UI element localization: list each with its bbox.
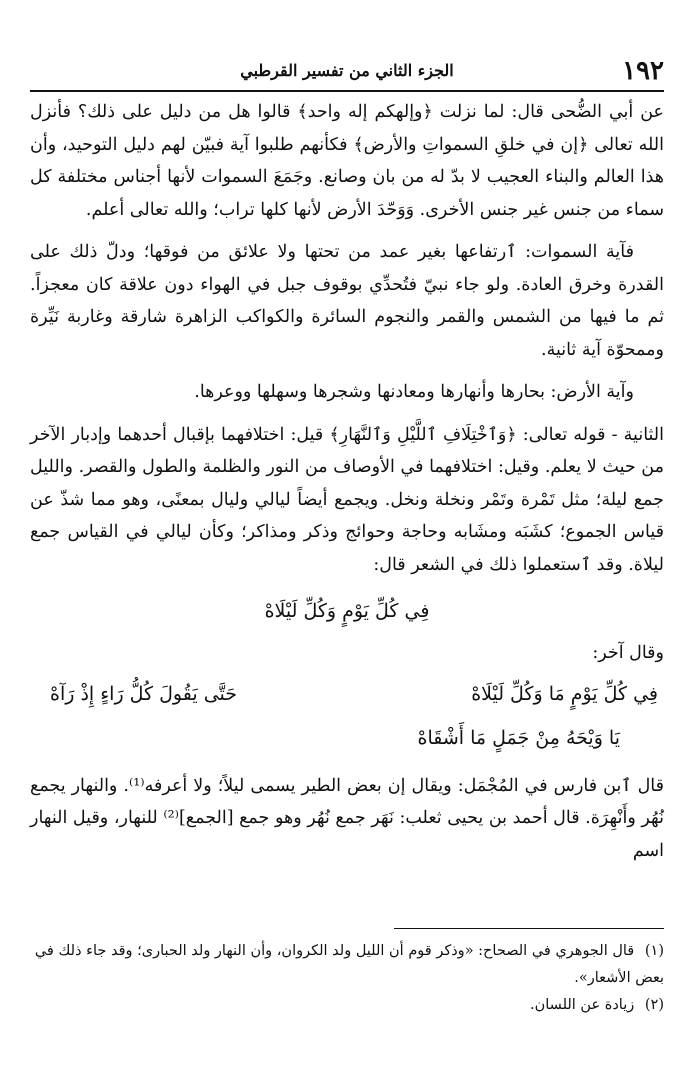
footnotes (30, 938, 664, 1019)
paragraph-4: الثانية - قوله تعالى: ﴿وَٱخْتِلَافِ ٱللَّيْلِ وَٱلنَّهَارِ﴾ قيل: اختلافهما بإقبال أحدهما وإدبار الآخر من حيث لا يعلم. وقيل: اختلافهما في الأوصاف من النور والظلمة والطول والقصر. والليل جمع ليلة؛ مثل تَمْرة وتَمْر ونخلة ونخل. ويجمع أيضاً ليالي وليال بمعنًى، وهو مما شذّ عن قياس الجموع؛ كشَبَه ومشَابه وحاجة وحوائج وذكر ومذاكر؛ وكأن ليالي في القياس جمع ليلاة. وقد ٱستعملوا ذلك في الشعر قال: (30, 424, 664, 575)
verse-2 (30, 672, 664, 716)
verse-2-first-hemistich: فِي كُلِّ يَوْمٍ مَا وَكُلِّ لَيْلَاهْ (471, 682, 658, 705)
paragraph-2: فآية السموات: ٱرتفاعها بغير عمد من تحتها ولا علائق من فوقها؛ ودلّ ذلك على القدرة وخرق العادة. ولو جاء نبيّ فتُحدِّي بوقوف جبل في الهواء دون علاقة كان معجزاً. ثم ما فيها من الشمس والقمر والنجوم السائرة والكواكب الزاهرة شارقة وغاربة نَيِّرة وممحوّة آية ثانية. (30, 242, 664, 360)
page-number: ١٩٢ (622, 56, 664, 86)
footnote-divider (394, 928, 664, 929)
verse-1: فِي كُلِّ يَوْمٍ وَكُلِّ لَيْلَاهْ (264, 600, 430, 622)
footnote-1-text: قال الجوهري في الصحاح: «وذكر قوم أن الليل ولد الكروان، وأن النهار ولد الحبارى؛ وقد جاء ذلك في بعض الأشعار». (34, 943, 664, 986)
footnote-1 (30, 938, 664, 992)
paragraph-3: وآية الأرض: بحارها وأنهارها ومعادنها وشجرها وسهلها ووعرها. (194, 382, 634, 402)
verse-3: يَا وَيْحَهُ مِنْ جَمَلٍ مَا أَشْقَاهْ (417, 726, 620, 749)
paragraph-1: عن أبي الضُّحى قال: لما نزلت ﴿وإلهكم إله واحد﴾ قالوا هل من دليل على ذلك؟ فأنزل الله تعالى ﴿إن في خلقِ السمواتِ والأرض﴾ فكأنهم طلبوا آية فبيّن لهم دليل التوحيد، وأن هذا العالم والبناء العجيب لا بدّ له من بان وصانع. وجَمَعَ السموات لأنها أجناس مختلفة كل سماء من جنس غير جنس الأخرى. وَوَحّدَ الأرض لأنها كلها تراب؛ والله تعالى أعلم. (30, 102, 664, 220)
footnote-2-number: (٢) (644, 997, 664, 1013)
paragraph-6: قال ٱبن فارس في المُجْمَل: ويقال إن بعض الطير يسمى ليلاً؛ ولا أعرفه⁽¹⁾. والنهار يجمع نُهُر وأَنْهِرَة. قال أحمد بن يحيى ثعلب: نَهَر جمع نُهُر وهو جمع [الجمع]⁽²⁾ للنهار، وقيل النهار اسم (30, 775, 664, 861)
footnote-2 (30, 992, 664, 1019)
running-title: الجزء الثاني من تفسير القرطبي (240, 61, 454, 80)
paragraph-5: وقال آخر: (592, 643, 664, 663)
footnote-1-number: (١) (644, 943, 664, 959)
page-header (30, 56, 664, 92)
footnote-2-text: زيادة عن اللسان. (529, 997, 635, 1013)
verse-2-second-hemistich: حَتَّى يَقُولَ كُلُّ رَاءٍ إِذْ رَآهْ (50, 682, 238, 705)
main-text (30, 96, 664, 867)
